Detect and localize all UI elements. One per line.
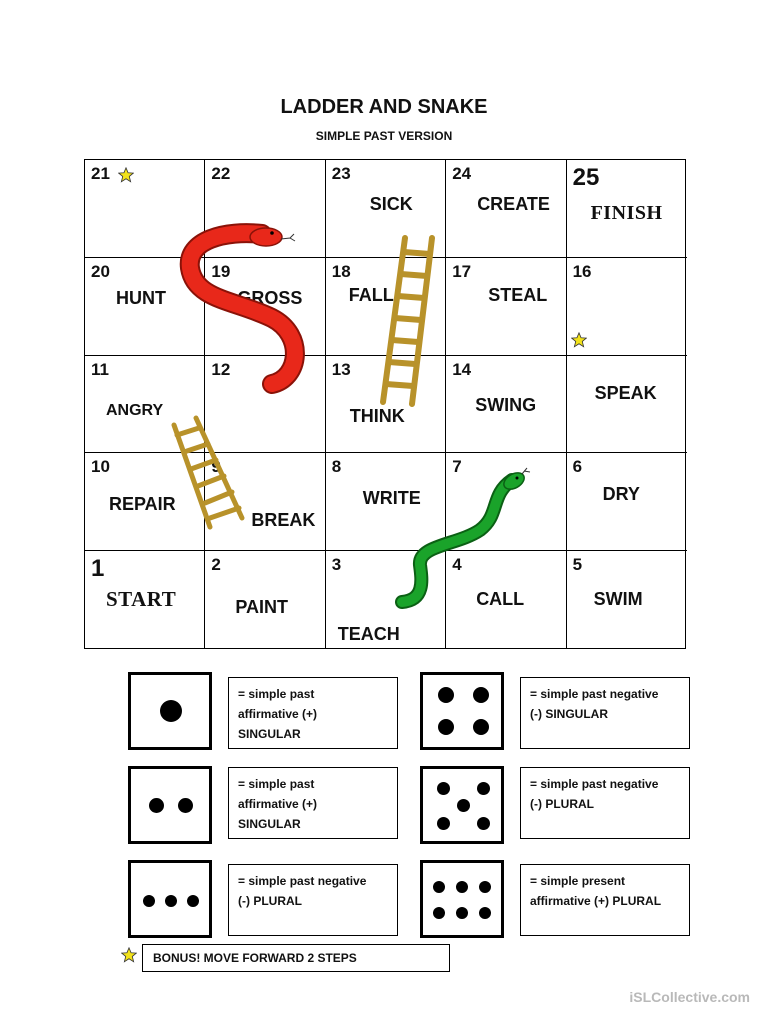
legend-line: = simple present <box>530 874 626 888</box>
cell-number: 13 <box>331 359 351 379</box>
pip <box>477 782 490 795</box>
legend-three <box>228 864 398 936</box>
cell-number: 5 <box>572 555 583 575</box>
cell-word: FINISH <box>590 202 663 224</box>
board-cell-11[interactable] <box>85 356 205 454</box>
cell-word: CALL <box>476 589 525 610</box>
cell-number: 25 <box>572 164 600 191</box>
cell-word: HUNT <box>116 287 166 308</box>
cell-word: STEAL <box>488 284 548 305</box>
cell-number: 20 <box>91 261 110 281</box>
die-six <box>420 860 504 938</box>
legend-line: = simple past <box>238 687 315 701</box>
cell-word: WRITE <box>362 488 421 509</box>
cell-word: TEACH <box>337 624 400 645</box>
cell-number: 4 <box>452 555 462 575</box>
pip <box>433 881 445 893</box>
cell-number: 16 <box>572 261 592 281</box>
board-cell-14[interactable] <box>446 356 566 454</box>
cell-number: 14 <box>452 359 472 379</box>
pip <box>178 798 193 813</box>
legend-line: = simple past negative <box>530 687 659 701</box>
cell-word: DRY <box>602 484 640 505</box>
die-one <box>128 672 212 750</box>
cell-number: 8 <box>331 457 342 477</box>
cell-word: START <box>106 587 177 612</box>
cell-number: 7 <box>452 457 462 477</box>
cell-word: SWIM <box>593 589 643 610</box>
pip <box>187 895 199 907</box>
cell-number: 23 <box>331 164 351 183</box>
board-cell-24[interactable] <box>446 160 566 258</box>
board-cell-12[interactable] <box>205 356 325 454</box>
game-board <box>84 159 686 649</box>
star-icon <box>121 947 137 963</box>
pip <box>165 895 177 907</box>
cell-word: SICK <box>369 194 413 214</box>
legend-line: SINGULAR <box>238 817 301 831</box>
cell-word: FALL <box>348 284 394 305</box>
legend-line: (-) PLURAL <box>238 894 302 908</box>
legend-one <box>228 677 398 749</box>
board-cell-21[interactable] <box>85 160 205 258</box>
board-cell-19[interactable] <box>205 258 325 356</box>
legend-line: affirmative (+) <box>238 797 318 811</box>
cell-word: ANGRY <box>106 401 164 419</box>
cell-number: 1 <box>91 555 105 583</box>
board-cell-15[interactable] <box>567 356 687 454</box>
page-subtitle: SIMPLE PAST VERSION <box>315 129 453 143</box>
legend-line: SINGULAR <box>238 727 301 741</box>
board-cell-9[interactable] <box>205 453 325 551</box>
board-cell-20[interactable] <box>85 258 205 356</box>
board-cell-6[interactable] <box>567 453 687 551</box>
pip <box>456 881 468 893</box>
legend-four <box>520 677 690 749</box>
die-five <box>420 766 504 844</box>
pip <box>477 817 490 830</box>
pip <box>438 687 454 703</box>
legend-five <box>520 767 690 839</box>
cell-number: 6 <box>572 457 583 477</box>
pip <box>479 907 491 919</box>
cell-word: THINK <box>349 405 405 426</box>
legend-line: affirmative (+) <box>238 707 318 721</box>
pip <box>437 782 450 795</box>
cell-number: 21 <box>91 164 110 183</box>
board-cell-2[interactable] <box>205 551 325 649</box>
cell-word: CREATE <box>477 194 550 214</box>
cell-number: 22 <box>211 164 231 183</box>
legend-line: = simple past <box>238 777 315 791</box>
board-cell-25[interactable] <box>567 160 687 258</box>
board-cell-22[interactable] <box>205 160 325 258</box>
cell-number: 24 <box>452 164 472 183</box>
cell-number: 3 <box>331 555 342 575</box>
cell-number: 19 <box>211 261 231 281</box>
cell-word: PAINT <box>235 597 289 618</box>
cell-number: 12 <box>211 359 231 379</box>
board-cell-23[interactable] <box>326 160 446 258</box>
die-two <box>128 766 212 844</box>
cell-number: 17 <box>452 261 472 281</box>
board-cell-18[interactable] <box>326 258 446 356</box>
cell-number: 9 <box>211 457 221 477</box>
board-cell-17[interactable] <box>446 258 566 356</box>
cell-number: 10 <box>91 457 110 477</box>
pip <box>473 719 489 735</box>
board-cell-7[interactable] <box>446 453 566 551</box>
cell-word: GROSS <box>237 287 303 308</box>
star-icon <box>571 332 587 348</box>
pip <box>437 817 450 830</box>
pip <box>433 907 445 919</box>
bonus-rule: BONUS! MOVE FORWARD 2 STEPS <box>142 944 450 972</box>
pip <box>456 907 468 919</box>
pip <box>457 799 470 812</box>
pip <box>160 700 182 722</box>
legend-line: = simple past negative <box>238 874 367 888</box>
legend-line: (-) PLURAL <box>530 797 594 811</box>
pip <box>143 895 155 907</box>
cell-word: BREAK <box>251 510 316 531</box>
board-cell-5[interactable] <box>567 551 687 649</box>
legend-two <box>228 767 398 839</box>
board-cell-10[interactable] <box>85 453 205 551</box>
die-four <box>420 672 504 750</box>
pip <box>473 687 489 703</box>
board-cell-3[interactable] <box>326 551 446 649</box>
board-cell-8[interactable] <box>326 453 446 551</box>
board-cell-16[interactable] <box>567 258 687 356</box>
legend-line: (-) SINGULAR <box>530 707 608 721</box>
board-cell-13[interactable] <box>326 356 446 454</box>
pip <box>438 719 454 735</box>
cell-number: 11 <box>91 359 109 379</box>
board-cell-1[interactable] <box>85 551 205 649</box>
watermark: iSLCollective.com <box>629 989 750 1005</box>
legend-line: affirmative (+) PLURAL <box>530 894 662 908</box>
cell-number: 18 <box>331 261 351 281</box>
legend-six <box>520 864 690 936</box>
cell-word: SPEAK <box>594 382 657 403</box>
legend-line: = simple past negative <box>530 777 659 791</box>
die-three <box>128 860 212 938</box>
pip <box>479 881 491 893</box>
page-title: LADDER AND SNAKE <box>280 96 488 118</box>
star-icon <box>118 167 134 183</box>
board-cell-4[interactable] <box>446 551 566 649</box>
cell-number: 2 <box>211 555 221 575</box>
cell-word: SWING <box>475 394 537 415</box>
pip <box>149 798 164 813</box>
cell-word: REPAIR <box>109 494 176 515</box>
